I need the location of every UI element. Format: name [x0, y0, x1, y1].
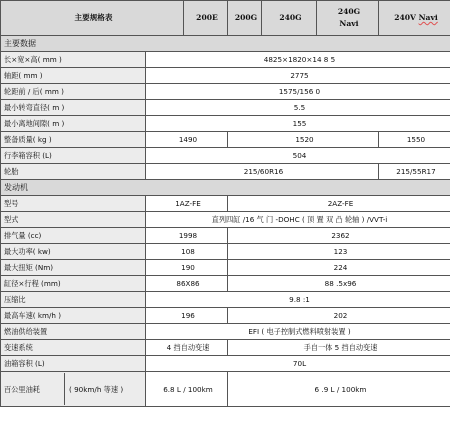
consumption-condition: ( 90km/h 等速 ) — [65, 373, 146, 405]
row-value-240v: 1550 — [379, 132, 450, 148]
row-label: 排气量 (cc) — [1, 228, 146, 244]
row-label: 轮距前 / 后( mm ) — [1, 84, 146, 100]
table-row — [1, 292, 450, 308]
table-row — [1, 132, 450, 148]
table-header — [1, 1, 450, 36]
row-value: 70L — [146, 356, 450, 372]
row-label: 压缩比 — [1, 292, 146, 308]
table-row — [1, 324, 450, 340]
table-row — [1, 244, 450, 260]
table-row — [1, 164, 450, 180]
row-value-2az: 2362 — [228, 228, 450, 244]
row-label: 行李箱容积 (L) — [1, 148, 146, 164]
table-row — [1, 84, 450, 100]
header-240v-navi: 240V Navi — [379, 1, 450, 36]
header-240g-navi: 240G Navi — [317, 1, 379, 36]
row-value: 504 — [146, 148, 450, 164]
row-value-16: 215/60R16 — [146, 164, 379, 180]
row-value-1az: 4 挡自动变速 — [146, 340, 228, 356]
row-value-1az: 190 — [146, 260, 228, 276]
row-value-2az: 手自一体 5 挡自动变速 — [228, 340, 450, 356]
consumption-label: 百公里油耗 — [4, 384, 40, 394]
row-value: 5.5 — [146, 100, 450, 116]
header-title: 主要规格表 — [1, 1, 184, 36]
row-value: 2775 — [146, 68, 450, 84]
table-row — [1, 372, 450, 407]
row-value-1az: 108 — [146, 244, 228, 260]
row-value-2az: 88 .5x96 — [228, 276, 450, 292]
row-value-17: 215/55R17 — [379, 164, 450, 180]
row-label: 长×宽×高( mm ) — [1, 52, 146, 68]
row-label: 燃油供给装置 — [1, 324, 146, 340]
table-row — [1, 100, 450, 116]
row-label: 变速系统 — [1, 340, 146, 356]
table-row — [1, 68, 450, 84]
row-value: 155 — [146, 116, 450, 132]
row-label: 轮胎 — [1, 164, 146, 180]
row-value-2az: 224 — [228, 260, 450, 276]
table-row — [1, 356, 450, 372]
row-value: 直列四缸 /16 气 门 -DOHC ( 顶 置 双 凸 轮轴 ) /VVT-i — [146, 212, 450, 228]
row-label: 最小转弯直径( m ) — [1, 100, 146, 116]
table-row — [1, 212, 450, 228]
row-value-200e: 1490 — [146, 132, 228, 148]
table-row — [1, 260, 450, 276]
row-value: 1575/156 0 — [146, 84, 450, 100]
section-label-main-data: 主要数据 — [1, 36, 450, 52]
table-row — [1, 308, 450, 324]
table-row — [1, 276, 450, 292]
row-label: 整备质量( kg ) — [1, 132, 146, 148]
header-200g: 200G — [228, 1, 262, 36]
row-value-2az: 202 — [228, 308, 450, 324]
row-value-1az: 6.8 L / 100km — [146, 372, 228, 407]
section-label-engine: 发动机 — [1, 180, 450, 196]
header-200e: 200E — [184, 1, 228, 36]
row-label: 油箱容积 (L) — [1, 356, 146, 372]
consumption-label-inner — [4, 373, 145, 405]
table-row — [1, 196, 450, 212]
row-value-2az: 123 — [228, 244, 450, 260]
table-row — [1, 148, 450, 164]
section-main-data — [1, 36, 450, 52]
row-label: 型号 — [1, 196, 146, 212]
row-value: EFI ( 电子控制式燃料喷射装置 ) — [146, 324, 450, 340]
row-value: 4825×1820×14 8 5 — [146, 52, 450, 68]
row-value-1az: 196 — [146, 308, 228, 324]
row-label: 最大功率( kw) — [1, 244, 146, 260]
table-row — [1, 52, 450, 68]
row-label: 最高车速( km/h ) — [1, 308, 146, 324]
table-row — [1, 228, 450, 244]
row-label: 最小离地间隙( m ) — [1, 116, 146, 132]
table-row — [1, 116, 450, 132]
row-value-mid: 1520 — [228, 132, 379, 148]
row-value-1az: 1AZ-FE — [146, 196, 228, 212]
table-row — [1, 340, 450, 356]
row-label: 缸径×行程 (mm) — [1, 276, 146, 292]
header-240g: 240G — [262, 1, 317, 36]
row-value-2az: 6 .9 L / 100km — [228, 372, 450, 407]
row-value-1az: 86X86 — [146, 276, 228, 292]
row-label: 型式 — [1, 212, 146, 228]
row-label-consumption — [1, 372, 146, 407]
section-engine — [1, 180, 450, 196]
row-value-2az: 2AZ-FE — [228, 196, 450, 212]
row-value-1az: 1998 — [146, 228, 228, 244]
row-value: 9.8 :1 — [146, 292, 450, 308]
row-label: 最大扭矩 (Nm) — [1, 260, 146, 276]
row-label: 轴距( mm ) — [1, 68, 146, 84]
